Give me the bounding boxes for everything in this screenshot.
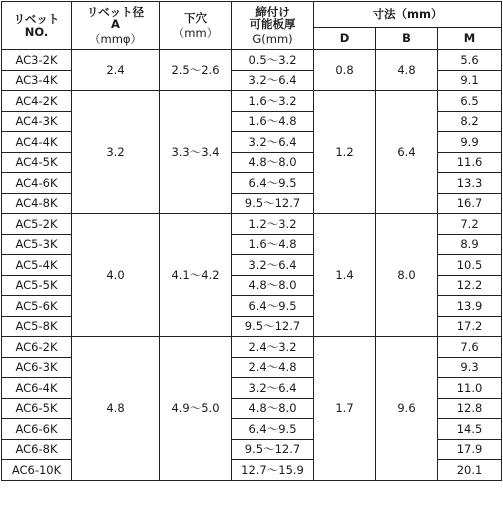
grip-range-cell: 9.5～12.7 <box>232 193 314 214</box>
pilot-hole-cell: 3.3～3.4 <box>160 91 232 214</box>
grip-range-cell: 4.8～8.0 <box>232 152 314 173</box>
grip-range-cell: 3.2～6.4 <box>232 132 314 153</box>
grip-range-cell: 6.4～9.5 <box>232 173 314 194</box>
dim-m-cell: 7.2 <box>438 214 502 235</box>
rivet-number-cell: AC6-4K <box>2 378 72 399</box>
dim-m-cell: 13.9 <box>438 296 502 317</box>
dim-m-cell: 16.7 <box>438 193 502 214</box>
rivet-number-cell: AC6-10K <box>2 460 72 481</box>
grip-range-cell: 4.8～8.0 <box>232 275 314 296</box>
rivet-number-cell: AC5-3K <box>2 234 72 255</box>
rivet-number-cell: AC5-4K <box>2 255 72 276</box>
dim-b-cell: 8.0 <box>376 214 438 337</box>
rivet-number-cell: AC6-8K <box>2 439 72 460</box>
dim-m-cell: 12.8 <box>438 398 502 419</box>
dim-m-cell: 9.1 <box>438 70 502 91</box>
dim-m-cell: 7.6 <box>438 337 502 358</box>
dim-d-cell: 1.7 <box>314 337 376 481</box>
header-rivet-diameter <box>72 2 160 50</box>
grip-range-cell: 1.6～3.2 <box>232 91 314 112</box>
pilot-hole-cell: 2.5～2.6 <box>160 50 232 91</box>
dim-m-cell: 11.6 <box>438 152 502 173</box>
header-rivet-diameter-line-3: （mmφ） <box>89 31 142 46</box>
grip-range-cell: 9.5～12.7 <box>232 439 314 460</box>
dim-m-cell: 5.6 <box>438 50 502 71</box>
rivet-number-cell: AC5-8K <box>2 316 72 337</box>
rivet-spec-table <box>1 1 502 481</box>
table-body <box>2 50 502 481</box>
grip-range-cell: 3.2～6.4 <box>232 70 314 91</box>
table-row <box>2 214 502 235</box>
table-row <box>2 91 502 112</box>
header-pilot-hole-line-2: （mm） <box>172 25 219 40</box>
dim-m-cell: 17.9 <box>438 439 502 460</box>
dim-m-cell: 9.9 <box>438 132 502 153</box>
rivet-number-cell: AC5-5K <box>2 275 72 296</box>
grip-range-cell: 12.7～15.9 <box>232 460 314 481</box>
rivet-number-cell: AC4-8K <box>2 193 72 214</box>
table-row <box>2 337 502 358</box>
rivet-number-cell: AC6-2K <box>2 337 72 358</box>
header-grip-range-line-1: 締付け <box>255 5 290 20</box>
dim-m-cell: 8.9 <box>438 234 502 255</box>
dim-b-cell: 6.4 <box>376 91 438 214</box>
rivet-number-cell: AC5-2K <box>2 214 72 235</box>
rivet-number-cell: AC6-3K <box>2 357 72 378</box>
dim-m-cell: 20.1 <box>438 460 502 481</box>
grip-range-cell: 4.8～8.0 <box>232 398 314 419</box>
dim-m-cell: 6.5 <box>438 91 502 112</box>
header-rivet-diameter-line-1: リベット径 <box>86 5 145 20</box>
pilot-hole-cell: 4.9～5.0 <box>160 337 232 481</box>
table-header <box>2 2 502 50</box>
header-dim-b: B <box>376 28 438 50</box>
rivet-number-cell: AC4-3K <box>2 111 72 132</box>
rivet-number-cell: AC3-2K <box>2 50 72 71</box>
grip-range-cell: 2.4～3.2 <box>232 337 314 358</box>
header-dimensions: 寸法（mm） <box>314 2 502 28</box>
grip-range-cell: 2.4～4.8 <box>232 357 314 378</box>
dim-d-cell: 0.8 <box>314 50 376 91</box>
dim-m-cell: 11.0 <box>438 378 502 399</box>
rivet-diameter-cell: 3.2 <box>72 91 160 214</box>
rivet-number-cell: AC4-2K <box>2 91 72 112</box>
header-grip-range-line-2: 可能板厚 <box>249 17 296 32</box>
header-pilot-hole-line-1: 下穴 <box>184 11 207 26</box>
header-grip-range <box>232 2 314 50</box>
dim-d-cell: 1.2 <box>314 91 376 214</box>
dim-b-cell: 4.8 <box>376 50 438 91</box>
header-rivet-diameter-line-2: A <box>111 17 120 32</box>
header-dim-m: M <box>438 28 502 50</box>
rivet-diameter-cell: 4.8 <box>72 337 160 481</box>
grip-range-cell: 1.2～3.2 <box>232 214 314 235</box>
header-dim-d: D <box>314 28 376 50</box>
grip-range-cell: 9.5～12.7 <box>232 316 314 337</box>
rivet-number-cell: AC4-6K <box>2 173 72 194</box>
dim-m-cell: 9.3 <box>438 357 502 378</box>
rivet-number-cell: AC4-5K <box>2 152 72 173</box>
rivet-number-cell: AC6-5K <box>2 398 72 419</box>
pilot-hole-cell: 4.1～4.2 <box>160 214 232 337</box>
grip-range-cell: 6.4～9.5 <box>232 296 314 317</box>
grip-range-cell: 6.4～9.5 <box>232 419 314 440</box>
grip-range-cell: 1.6～4.8 <box>232 111 314 132</box>
table-row <box>2 50 502 71</box>
grip-range-cell: 3.2～6.4 <box>232 255 314 276</box>
dim-m-cell: 10.5 <box>438 255 502 276</box>
rivet-diameter-cell: 2.4 <box>72 50 160 91</box>
dim-b-cell: 9.6 <box>376 337 438 481</box>
rivet-number-cell: AC4-4K <box>2 132 72 153</box>
rivet-number-cell: AC6-6K <box>2 419 72 440</box>
header-rivet-no-line-2: NO. <box>24 24 49 39</box>
rivet-diameter-cell: 4.0 <box>72 214 160 337</box>
dim-m-cell: 17.2 <box>438 316 502 337</box>
grip-range-cell: 3.2～6.4 <box>232 378 314 399</box>
header-rivet-no <box>2 2 72 50</box>
dim-m-cell: 8.2 <box>438 111 502 132</box>
grip-range-cell: 1.6～4.8 <box>232 234 314 255</box>
rivet-number-cell: AC3-4K <box>2 70 72 91</box>
header-rivet-no-line-1: リベット <box>13 12 60 27</box>
dim-d-cell: 1.4 <box>314 214 376 337</box>
dim-m-cell: 14.5 <box>438 419 502 440</box>
rivet-number-cell: AC5-6K <box>2 296 72 317</box>
dim-m-cell: 13.3 <box>438 173 502 194</box>
grip-range-cell: 0.5～3.2 <box>232 50 314 71</box>
header-pilot-hole <box>160 2 232 50</box>
dim-m-cell: 12.2 <box>438 275 502 296</box>
rivet-spec-table-container <box>1 1 502 481</box>
header-grip-range-line-3: G(mm) <box>252 31 293 46</box>
